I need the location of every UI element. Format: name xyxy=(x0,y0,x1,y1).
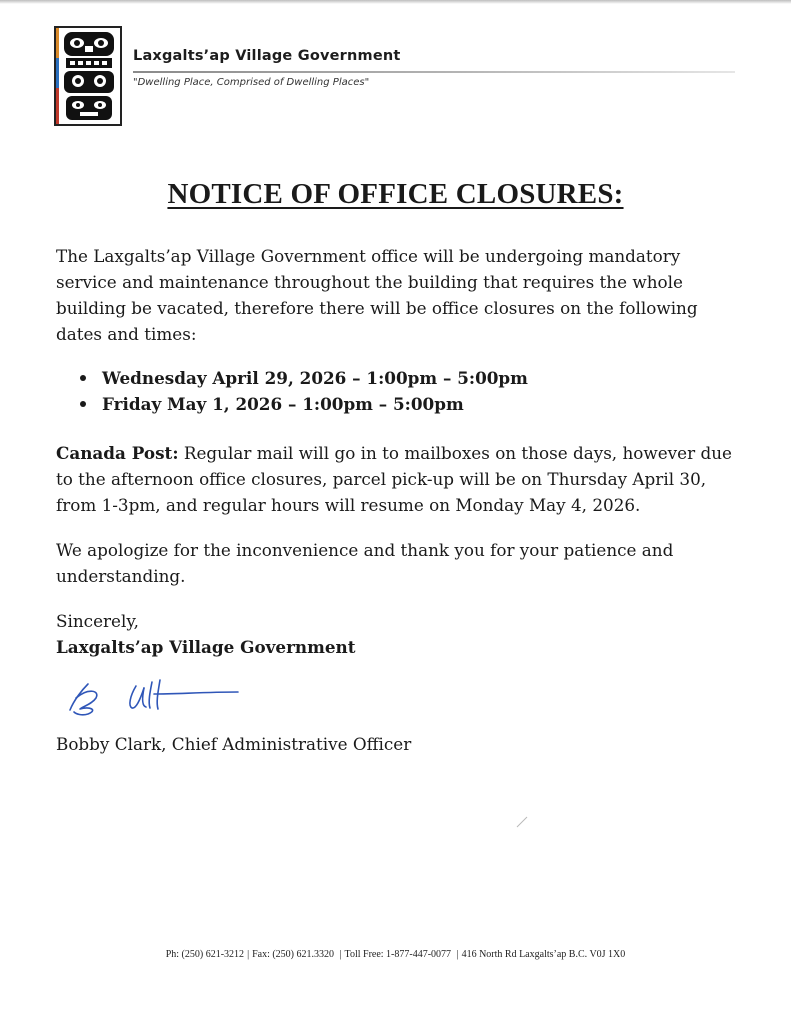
signer-name-title: Bobby Clark, Chief Administrative Officer xyxy=(56,734,412,754)
canada-post-label: Canada Post: xyxy=(56,443,179,463)
footer-address: 416 North Rd Laxgalts’ap B.C. V0J 1X0 xyxy=(461,949,626,960)
totem-pole-logo-icon xyxy=(54,26,122,126)
list-item xyxy=(80,365,528,391)
intro-paragraph: The Laxgalts’ap Village Government office will be undergoing mandatory service and maintenance throughout the building that requires the whole building be vacated, therefore there will be office closures on the following dates and times: xyxy=(56,246,698,344)
handwritten-signature xyxy=(66,676,246,720)
notice-title: NOTICE OF OFFICE CLOSURES: xyxy=(167,178,624,210)
closing-organization: Laxgalts’ap Village Government xyxy=(56,637,356,657)
footer-contact-line xyxy=(0,949,791,960)
letterhead-org-name: Laxgalts’ap Village Government xyxy=(133,48,401,64)
closure-date-text: Wednesday April 29, 2026 – 1:00pm – 5:00pm xyxy=(102,368,528,388)
canada-post-paragraph xyxy=(56,440,746,518)
letterhead-tagline: "Dwelling Place, Comprised of Dwelling Places" xyxy=(133,77,370,88)
footer-fax: Fax: (250) 621.3320 xyxy=(252,949,335,960)
bullet-icon xyxy=(80,375,86,381)
footer-toll-free: Toll Free: 1-877-447-0077 xyxy=(344,949,452,960)
footer-separator: | xyxy=(247,949,250,960)
footer-phone: Ph: (250) 621-3212 xyxy=(165,949,245,960)
list-item xyxy=(80,391,528,417)
footer-separator: | xyxy=(339,949,342,960)
letterhead-rule xyxy=(133,71,735,73)
scan-mark xyxy=(515,815,529,829)
closure-date-text: Friday May 1, 2026 – 1:00pm – 5:00pm xyxy=(102,394,464,414)
closing-block xyxy=(56,608,356,660)
page-top-edge xyxy=(0,0,791,4)
salutation: Sincerely, xyxy=(56,611,139,631)
apology-paragraph: We apologize for the inconvenience and thank you for your patience and understanding. xyxy=(56,540,674,586)
footer-separator: | xyxy=(456,949,459,960)
bullet-icon xyxy=(80,401,86,407)
closure-dates-list xyxy=(80,365,528,417)
canada-post-text: Regular mail will go in to mailboxes on those days, however due to the afternoon office closures, parcel pick-up will be on Thursday April 30, from 1-3pm, and regular hours will resume on Monday May 4, 2026. xyxy=(56,443,732,515)
